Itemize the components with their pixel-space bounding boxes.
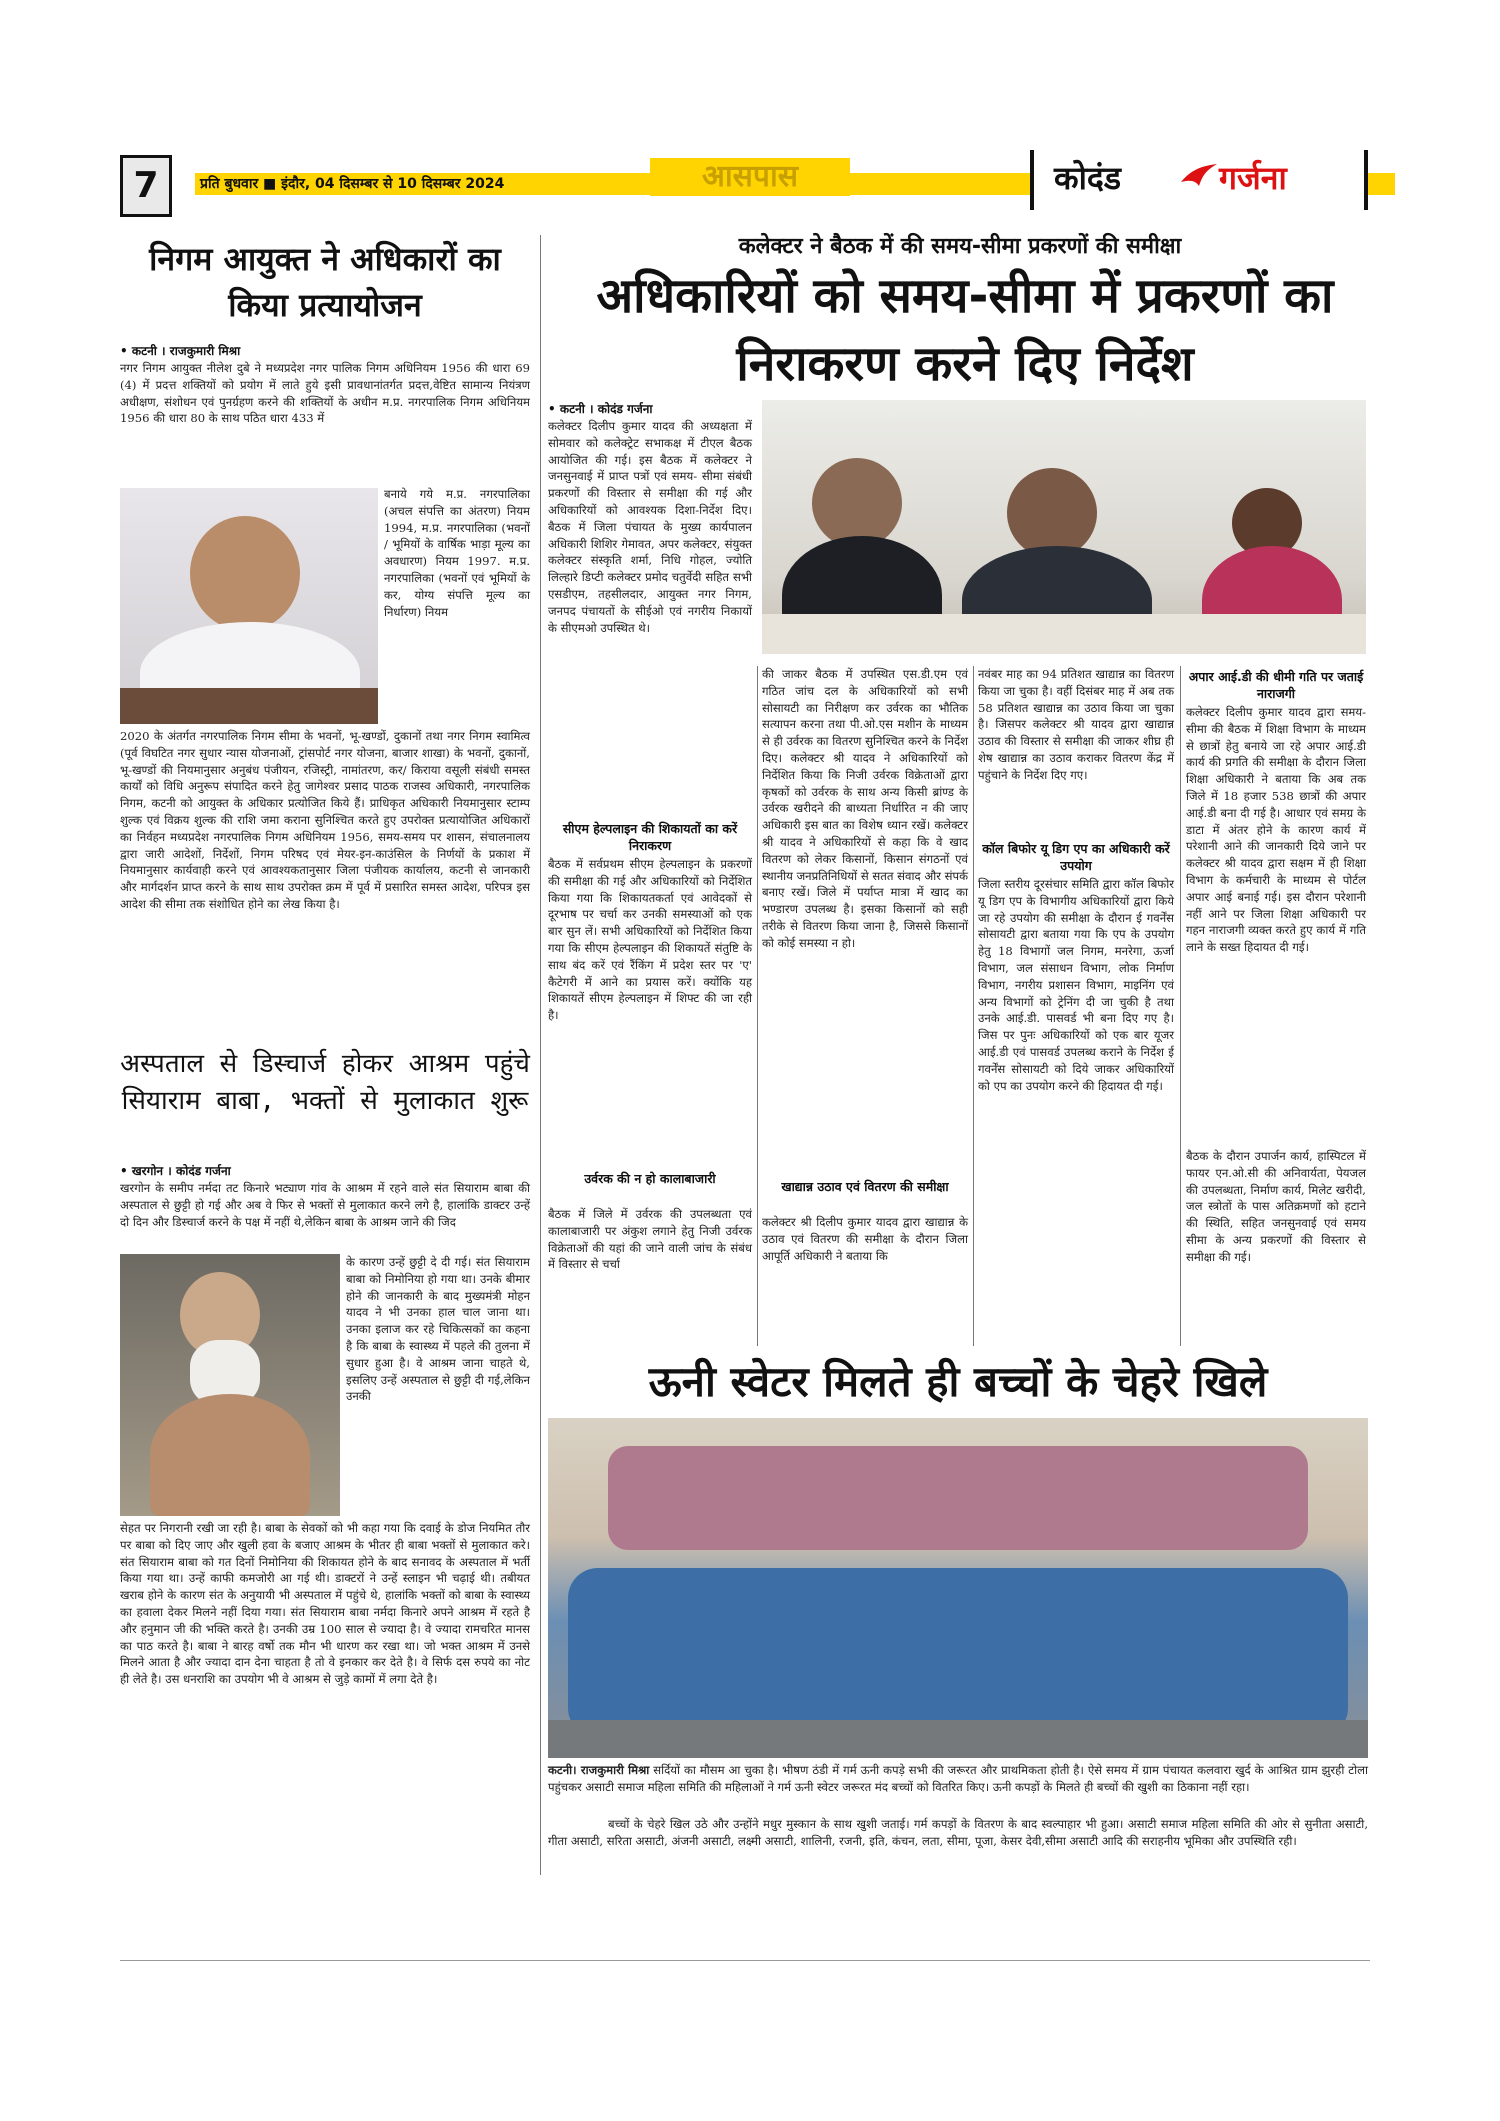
- art2-para-side: के कारण उन्हें छुट्टी दे दी गई। संत सियाराम बाबा को निमोनिया हो गया था। उनके बीमार होने की जानकारी के बाद मुख्यमंत्री मोहन यादव ने भी उनका हाल चाल जाना था। उनका इलाज कर रहे चिकित्सकों का कहना है कि बाबा के स्वास्थ्य में पहले की तुलना में सुधार हुआ है। वे आश्रम जाना चाहते थे, इसलिए उन्हें अस्पताल से छुट्टी दी गई,लेकिन उनकी: [346, 1255, 530, 1404]
- art3-sub1: सीएम हेल्पलाइन की शिकायतों का करें निराकरण: [562, 821, 738, 853]
- divider-b: [973, 666, 974, 1346]
- art3-col4b: बैठक के दौरान उपार्जन कार्य, हास्पिटल में फायर एन.ओ.सी की अनिवार्यता, पेयजल की उपलब्धता, निर्माण कार्य, मिलेट खरीदी, जल स्त्रोतों के पास अतिक्रमणों को हटाने की स्थिति, सहित जनसुनवाई एवं समय सीमा के अन्य प्रकरणों की विस्तार से समीक्षा की गई।: [1186, 1149, 1366, 1264]
- art3-photo-meeting: [762, 400, 1366, 654]
- art3-sub5: अपार आई.डी की धीमी गति पर जताई नाराजगी: [1188, 669, 1364, 701]
- divider-a: [757, 666, 758, 1346]
- art1-para1: नगर निगम आयुक्त नीलेश दुबे ने मध्यप्रदेश नगर पालिक निगम अधिनियम 1956 की धारा 69 (4) में प्रदत्त शक्तियों को प्रयोग में लाते हुये इसी प्रावधानांतर्गत प्रदत्त,वेष्टित सामान्य नियंत्रण अधीक्षण, संशोधन एवं पुनर्ग्रहण करने की शक्तियों के अधीन म.प्र. नगरपालिक निगम अधिनियम 1956 की धारा 80 के साथ पठित धारा 433 में: [120, 361, 530, 426]
- art2-byline: • खरगोन । कोदंड गर्जना: [120, 1164, 231, 1178]
- art2-photo-baba: [120, 1254, 340, 1516]
- art4-caption-text: सर्दियों का मौसम आ चुका है। भीषण ठंडी में गर्म ऊनी कपड़े सभी की जरूरत और प्राथमिकता होती है। ऐसे समय में ग्राम पंचायत कलवारा खुर्द के आश्रित ग्राम झुरही टोला पहुंचकर असाटी समाज महिला समिति की महिलाओं ने गर्म ऊनी स्वेटर जरूरत मंद बच्चों को वितरित किए। ऊनी कपड़ों के मिलते ही बच्चों की खुशी का ठिकाना नहीं रहा।: [548, 1763, 1369, 1794]
- art3-byline: • कटनी । कोदंड गर्जना: [548, 402, 653, 416]
- art3-col4: कलेक्टर दिलीप कुमार यादव द्वारा समय-सीमा की बैठक में शिक्षा विभाग के माध्यम से छात्रों हेतु बनाये जा रहे अपार आई.डी कार्य की प्रगति की समीक्षा के दौरान जिला शिक्षा अधिकारी ने बताया कि अब तक जिले में 18 हजार 538 छात्रों की अपार आई.डी बना दी गई है। आधार एवं समग्र के डाटा में अंतर होने के कारण कार्य में परेशानी आने की जानकारी दिये जाने पर कलेक्टर श्री यादव द्वारा सक्षम में ही शिक्षा विभाग के कर्मचारी के माध्यम से पोर्टल अपार आई बनाई गई। इस दौरान परेशानी नहीं आने पर जिला शिक्षा अधिकारी पर गहन नाराजगी व्यक्त करते हुए कार्य में गति लाने के सख्त हिदायत दी गई।: [1186, 705, 1366, 955]
- art3-sub3: खाद्यान्न उठाव एवं वितरण की समीक्षा: [781, 1179, 949, 1194]
- bird-icon: [1179, 160, 1219, 190]
- art3-sub2: उर्वरक की न हो कालाबाजारी: [584, 1171, 716, 1186]
- art4-caption1: [548, 1762, 1368, 1796]
- divider-c: [1180, 666, 1181, 1346]
- art1-para2: 2020 के अंतर्गत नगरपालिक निगम सीमा के भवनों, भू-खण्डों, दुकानों तथा नगर निगम स्वामित्व (पूर्व विघटित नगर सुधार न्यास योजनाओं, ट्रांसपोर्ट नगर योजना, बाजार शाखा) के भवनों, दुकानों, भू-खण्डों की नियमानुसार अनुबंध पंजीयन, रजिस्ट्री, नामांतरण, कर/ किराया वसूली संबंधी समस्त कार्यों को विधि अनुरूप संपादित करने हेतु जागेश्वर प्रसाद पाठक राजस्व अधिकारी, नगरपालिक निगम, कटनी को आयुक्त के अधिकार प्रत्योजित किये हैं। प्राधिकृत अधिकारी नियमानुसार स्टाम्प शुल्क एवं विक्रय शुल्क की राशि जमा कराना सुनिश्चित करते हुए उपरोक्त प्रत्यायोजित अधिकारों का निर्वहन मध्यप्रदेश नगरपालिक निगम अधिनियम 1956, समय-समय पर शासन, संचालनालय द्वारा जारी आदेशों, निर्देशों, निगम परिषद एवं मेयर-इन-काउंसिल के निर्णयों के प्रकाश में नियमानुसार कार्यवाही करने एवं आवश्यकतानुसार जिला पंजीयक कार्यालय, कटनी से जानकारी और मार्गदर्शन प्राप्त करने के साथ साथ उपरोक्त क्रम में पूर्व में प्रसारित समस्त आदेश, परिपत्र इस आदेश की सीमा तक संशोधित होने का लेख किया है।: [120, 729, 530, 911]
- page-bottom-rule: [120, 1960, 1370, 1961]
- masthead-part2: गर्जना: [1219, 159, 1287, 197]
- art3-col2: की जाकर बैठक में उपस्थित एस.डी.एम एवं गठित जांच दल के अधिकारियों को सभी सोसायटी का निरीक्षण कर उर्वरक का भौतिक सत्यापन करना तथा पी.ओ.एस मशीन के माध्यम से ही उर्वरक का वितरण सुनिश्चित करने के निर्देश दिए। कलेक्टर श्री यादव ने अधिकारियों को निर्देशित किया कि निजी उर्वरक विक्रेताओं द्वारा कृषकों को उर्वरक के साथ अन्य किसी ब्रांण्ड के उर्वरक खरीदने की बाध्यता निर्धारित न की जाए अधिकारी इस बात का विशेष ध्यान रखें। कलेक्टर श्री यादव ने अधिकारियों से कहा कि वे खाद वितरण को लेकर किसानों, किसान संगठनों एवं स्थानीय जनप्रतिनिधियों से सतत संवाद और संपर्क बनाए रखें। जिले में पर्याप्त मात्रा में खाद का भण्डारण उपलब्ध है। इसका किसानों को सही तरीके से वितरण किया जाना है, जिससे किसानों को कोई समस्या न हो।: [762, 667, 968, 950]
- section-label: आसपास: [650, 158, 850, 196]
- art3-sub4: कॉल बिफोर यू डिग एप का अधिकारी करें उपयोग: [982, 841, 1170, 873]
- page-number: 7: [120, 155, 172, 217]
- art3-col3b: जिला स्तरीय दूरसंचार समिति द्वारा कॉल बिफोर यू डिग एप के विभागीय अधिकारियों द्वारा किये जा रहे उपयोग की समीक्षा के दौरान ई गवर्नेंस सोसायटी द्वारा बताया गया कि एप के उपयोग हेतु 18 विभागों जल निगम, मनरेगा, ऊर्जा विभाग, जल संसाधन विभाग, लोक निर्माण विभाग, नगरीय प्रशासन विभाग, माइनिंग एवं अन्य विभागों को ट्रेनिंग दी जा चुकी है तथा उनके आई.डी. पासवर्ड भी बना दिए गए है। जिस पर पुनः अधिकारियों को एक बार यूजर आई.डी एवं पासवर्ड उपलब्ध कराने के निर्देश ई गवर्नेंस सोसायटी को दिये जाकर अधिकारियों को एप का उपयोग करने की हिदायत दी गई।: [978, 877, 1174, 1093]
- masthead-part1: कोदंड: [1054, 159, 1121, 197]
- art3-col2b: कलेक्टर श्री दिलीप कुमार यादव द्वारा खाद्यान्न के उठाव एवं वितरण की समीक्षा के दौरान जिला आपूर्ति अधिकारी ने बताया कि: [762, 1215, 968, 1263]
- art3-col3: नवंबर माह का 94 प्रतिशत खाद्यान्न का वितरण किया जा चुका है। वहीं दिसंबर माह में अब तक 58 प्रतिशत खाद्यान्न का उठाव किया जा चुका है। जिसपर कलेक्टर श्री यादव द्वारा खाद्यान्न उठाव की विस्तार से समीक्षा की जाकर शीघ्र ही शेष खाद्यान्न का उठाव कराकर वितरण केंद्र में पहुंचाने के निर्देश दिए गए।: [978, 667, 1174, 782]
- art4-photo-children: [548, 1418, 1368, 1758]
- art4-caption-lead: कटनी। राजकुमारी मिश्रा: [548, 1763, 650, 1777]
- art3-kicker: कलेक्टर ने बैठक में की समय-सीमा प्रकरणों की समीक्षा: [738, 234, 1182, 259]
- art1-byline: • कटनी । राजकुमारी मिश्रा: [120, 344, 241, 358]
- art3-col1b: बैठक में सर्वप्रथम सीएम हेल्पलाइन के प्रकरणों की समीक्षा की गई और अधिकारियों को निर्देशित किया गया कि शिकायतकर्ता एवं आवेदकों से दूरभाष पर चर्चा कर उनकी समस्याओं को एक बार सुन लें। सभी अधिकारियों को निर्देशित किया गया कि सीएम हेल्पलाइन की शिकायतें संतुष्टि के साथ बंद करें एवं रैंकिंग में प्रदेश स्तर पर 'ए' कैटेगरी में आने का प्रयास करें। क्योंकि यह शिकायतें सीएम हेल्पलाइन में शिफ्ट की जा रही है।: [548, 857, 752, 1023]
- art3-headline: अधिकारियों को समय-सीमा में प्रकरणों का निराकरण करने दिए निर्देश: [596, 268, 1334, 392]
- issue-line: प्रति बुधवार ■ इंदौर, 04 दिसम्बर से 10 दिसम्बर 2024: [200, 176, 505, 192]
- masthead-logo: [1030, 150, 1368, 210]
- art3-col1: कलेक्टर दिलीप कुमार यादव की अध्यक्षता में सोमवार को कलेक्ट्रेट सभाकक्ष में टीएल बैठक आयोजित की गई। इस बैठक में कलेक्टर ने जनसुनवाई में प्राप्त पत्रों एवं समय- सीमा संबंधी प्रकरणों की विस्तार से समीक्षा की गई और अधिकारियों को आवश्यक दिशा-निर्देश दिए। बैठक में जिला पंचायत के मुख्य कार्यपालन अधिकारी शिशिर गेमावत, अपर कलेक्टर, संयुक्त कलेक्टर संस्कृति शर्मा, निधि गोहल, ज्योति लिल्हारे डिप्टी कलेक्टर प्रमोद चतुर्वेदी सहित सभी एसडीएम, तहसीलदार, आयुक्त नगर निगम, जनपद पंचायतों के सीईओ एवं नगरीय निकायों के सीएमओ उपस्थित थे।: [548, 419, 752, 635]
- art1-photo-commissioner: [120, 488, 378, 724]
- art2-para2: सेहत पर निगरानी रखी जा रही है। बाबा के सेवकों को भी कहा गया कि दवाई के डोज नियमित तौर पर बाबा को दिए जाए और खुली हवा के बजाए आश्रम के भीतर ही बाबा भक्तों से मुलाकात करे। संत सियाराम बाबा को गत दिनों निमोनिया की शिकायत होने के बाद सनावद के अस्पताल में भर्ती किया गया था। उन्हें काफी कमजोरी आ गई थी। डाक्टरों ने उन्हें स्लाइन भी चढ़ाई थी। तबीयत खराब होने के कारण संत के अनुयायी भी अस्पताल में पहुंचे थे, हालांकि भक्तों को बाबा के स्वास्थ्य का हवाला देकर मिलने नहीं दिया गया। संत सियाराम बाबा नर्मदा किनारे अपने आश्रम में रहते है और हनुमान जी की भक्ति करते है। उनकी उम्र 100 साल से ज्यादा है। वे ज्यादा रामचरित मानस का पाठ करते है। बाबा ने बारह वर्षो तक मौन भी धारण कर रखा था। जो भक्त आश्रम में उनसे मिलने आता है और ज्यादा दान देना चाहता है तो वे इनकार कर देते है। वे सिर्फ दस रुपये का नोट ही लेते है। उस धनराशि का उपयोग भी वे आश्रम से जुड़े कामों में लगा देते है।: [120, 1521, 531, 1687]
- column-divider: [540, 235, 541, 1875]
- art2-headline: अस्पताल से डिस्चार्ज होकर आश्रम पहुंचे सियाराम बाबा, भक्तों से मुलाकात शुरू: [120, 1049, 530, 1116]
- art1-headline: निगम आयुक्त ने अधिकारों का किया प्रत्यायोजन: [149, 240, 501, 324]
- art4-headline: ऊनी स्वेटर मिलते ही बच्चों के चेहरे खिले: [648, 1357, 1268, 1406]
- art4-caption2: बच्चों के चेहरे खिल उठे और उन्होंने मधुर मुस्कान के साथ खुशी जताई। गर्म कपड़ों के वितरण के बाद स्वल्पाहार भी हुआ। असाटी समाज महिला समिति की ओर से सुनीता असाटी, गीता असाटी, सरिता असाटी, अंजनी असाटी, लक्ष्मी असाटी, शालिनी, रजनी, इति, कंचन, लता, सीमा, पूजा, केसर देवी,सीमा असाटी आदि की सराहनीय भूमिका और उपस्थिति रही।: [548, 1817, 1368, 1848]
- art1-para-side: बनाये गये म.प्र. नगरपालिका (अचल संपत्ति का अंतरण) नियम 1994, म.प्र. नगरपालिका (भवनों / भूमियों के वार्षिक भाड़ा मूल्य का अवधारण) नियम 1997. म.प्र. नगरपालिका (भवनों एवं भूमियों के कर, योग्य संपत्ति मूल्य का निर्धारण) नियम: [384, 487, 530, 619]
- art3-col1c: बैठक में जिले में उर्वरक की उपलब्धता एवं कालाबाजारी पर अंकुश लगाने हेतु निजी उर्वरक विक्रेताओं की यहां की जाने वाली जांच के संबंध में विस्तार से चर्चा: [548, 1207, 752, 1272]
- art2-para1: खरगोन के समीप नर्मदा तट किनारे भट्याण गांव के आश्रम में रहने वाले संत सियाराम बाबा की अस्पताल से छुट्टी हो गई और अब वे फिर से भक्तों से मुलाकात करने लगे है, हालांकि डाक्टर उन्हें दो दिन और डिस्चार्ज करने के पक्ष में नहीं थे,लेकिन बाबा के आश्रम जाने की जिद: [120, 1181, 530, 1229]
